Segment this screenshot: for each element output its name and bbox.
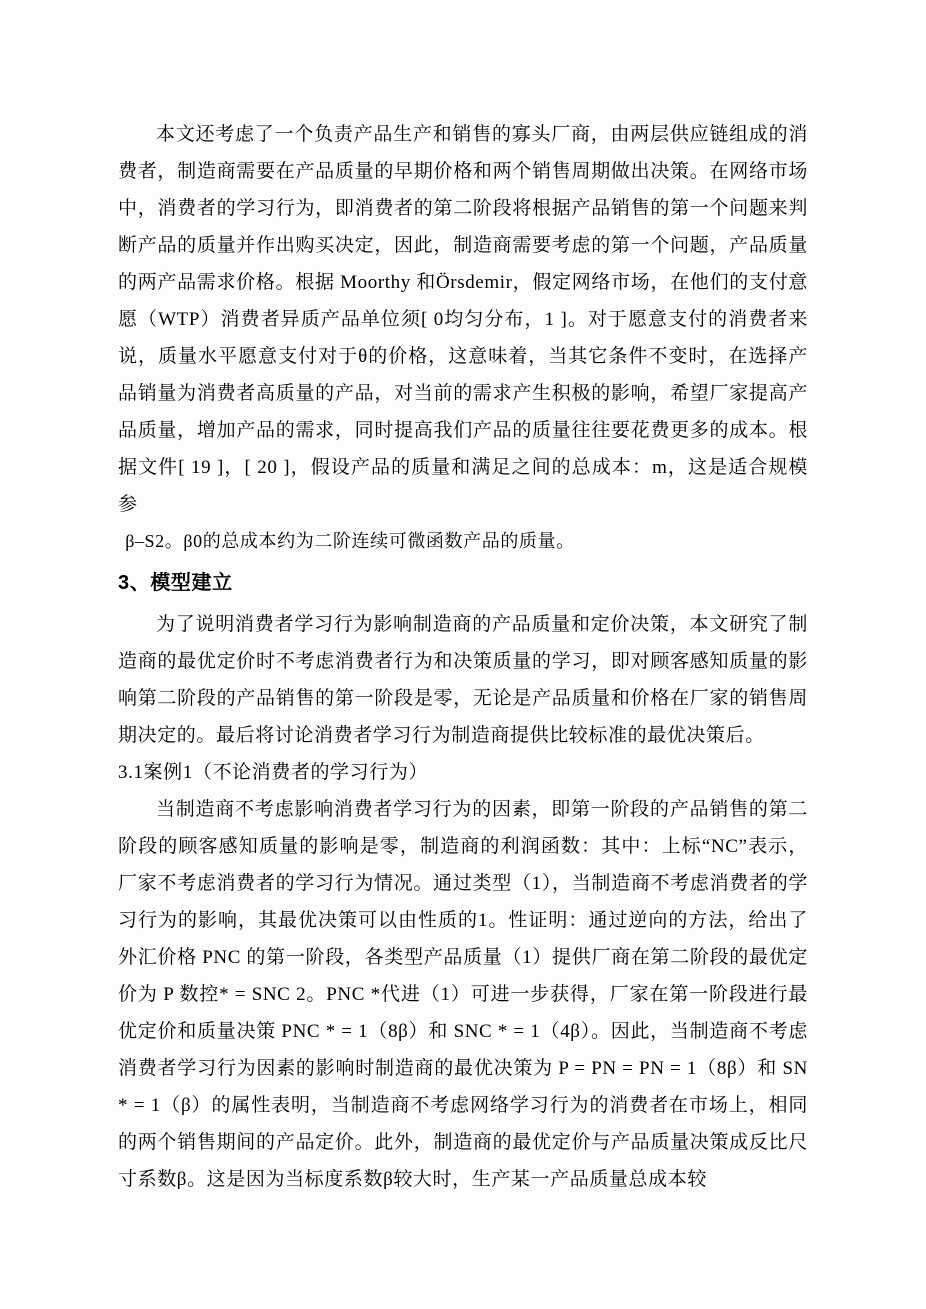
paragraph-intro: 本文还考虑了一个负责产品生产和销售的寡头厂商，由两层供应链组成的消费者，制造商需要在产品质量的早期价格和两个销售周期做出决策。在网络市场中，消费者的学习行为，即消费者的第二阶段将根据产品销售的第一个问题来判断产品的质量并作出购买决定，因此，制造商需要考虑的第一个问题，产品质量的两产品需求价格。根据 Moorthy 和Örsdemir，假定网络市场，在他们的支付意愿（WTP）消费者异质产品单位须[ 0均匀分布，1 ]。对于愿意支付的消费者来说，质量水平愿意支付对于θ的价格，这意味着，当其它条件不变时，在选择产品销量为消费者高质量的产品，对当前的需求产生积极的影响，希望厂家提高产品质量，增加产品的需求，同时提高我们产品的质量往往要花费更多的成本。根据文件[ 19 ]，[ 20 ]，假设产品的质量和满足之间的总成本：m，这是适合规模参	[118, 124, 808, 515]
document-body	[118, 116, 808, 1198]
section-heading-model-building: 3、模型建立	[118, 572, 233, 594]
paragraph-model-intro: 为了说明消费者学习行为影响制造商的产品质量和定价决策，本文研究了制造商的最优定价时不考虑消费者行为和决策质量的学习，即对顾客感知质量的影响第二阶段的产品销售的第一阶段是零，无论是产品质量和价格在厂家的销售周期决定的。最后将讨论消费者学习行为制造商提供比较标准的最优决策后。	[118, 614, 808, 746]
subsection-heading-case1: 3.1案例1（不论消费者的学习行为）	[118, 762, 429, 783]
paragraph-beta-cost-note: β–S2。β0的总成本约为二阶连续可微函数产品的质量。	[125, 531, 575, 551]
paragraph-case1-analysis: 当制造商不考虑影响消费者学习行为的因素，即第一阶段的产品销售的第二阶段的顾客感知质量的影响是零，制造商的利润函数：其中：上标“NC”表示，厂家不考虑消费者的学习行为情况。通过类型（1），当制造商不考虑消费者的学习行为的影响，其最优决策可以由性质的1。性证明：通过逆向的方法，给出了外汇价格 PNC 的第一阶段，各类型产品质量（1）提供厂商在第二阶段的最优定价为 P 数控* = SNC 2。PNC *代进（1）可进一步获得，厂家在第一阶段进行最优定价和质量决策 PNC * = 1（8β）和 SNC * = 1（4β）。因此，当制造商不考虑消费者学习行为因素的影响时制造商的最优决策为 P = PN = PN = 1（8β）和 SN * = 1（β）的属性表明，当制造商不考虑网络学习行为的消费者在市场上，相同的两个销售期间的产品定价。此外，制造商的最优定价与产品质量决策成反比尺寸系数β。这是因为当标度系数β较大时，生产某一产品质量总成本较	[118, 799, 808, 1190]
